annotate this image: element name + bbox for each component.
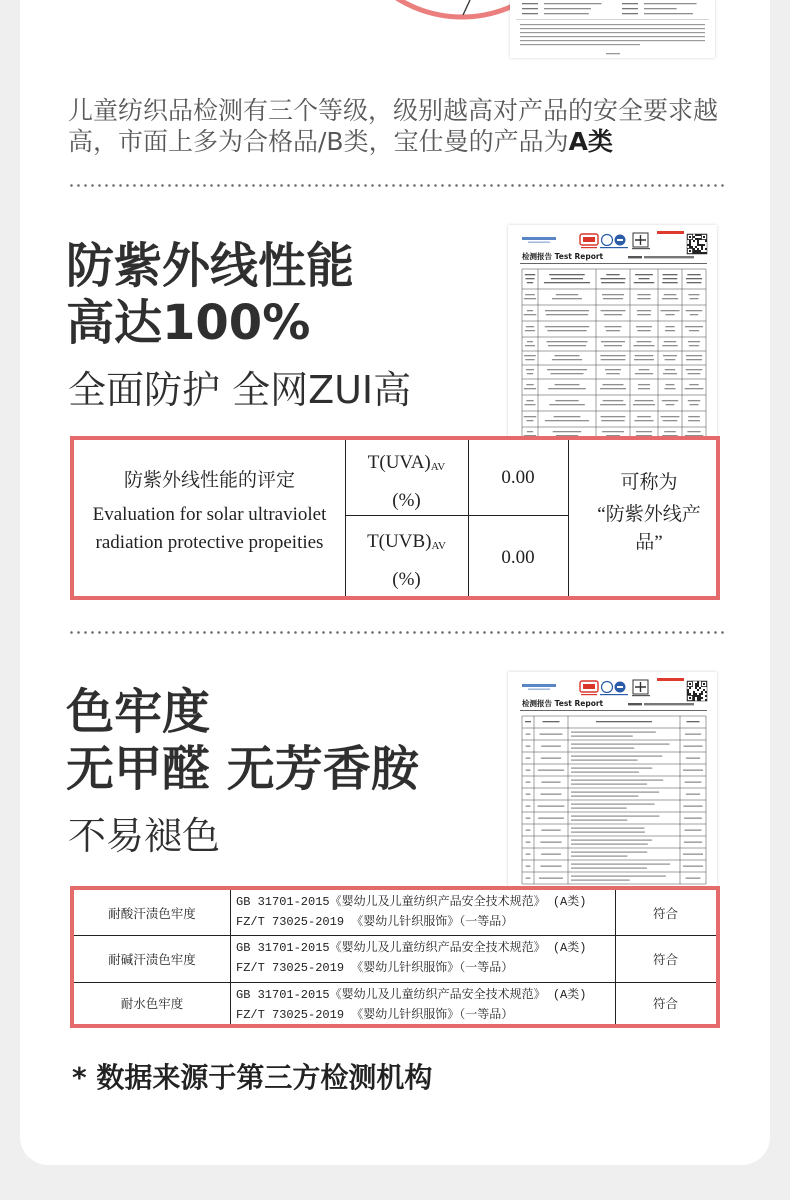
table-divider xyxy=(615,890,616,1024)
table-row-result xyxy=(615,935,716,982)
table-divider xyxy=(468,440,469,596)
uva-param-label: T(UVA) xyxy=(367,452,431,473)
cma-logo xyxy=(580,234,598,248)
table-divider xyxy=(345,440,346,596)
color-fastness-table xyxy=(70,886,720,1028)
fastness-result: 符合 xyxy=(652,906,678,921)
table-row-standard xyxy=(230,935,615,982)
evaluation-item-en-line-1: Evaluation for solar ultraviolet xyxy=(92,504,327,525)
dotted-divider xyxy=(68,184,728,187)
intro-line-1: 儿童纺织品检测有三个等级，级别越高对产品的安全要求越 xyxy=(68,96,719,125)
uva-unit: (%) xyxy=(392,490,421,511)
uva-param-subscript: AV xyxy=(430,461,446,473)
standard-line-2: FZ/T 73025-2019 《婴幼儿针织服饰》（一等品） xyxy=(236,1008,514,1022)
uva-value: 0.00 xyxy=(501,466,535,488)
qr-code xyxy=(687,234,707,254)
table-divider xyxy=(74,982,716,983)
uva-param xyxy=(345,446,468,484)
conclusion-cell xyxy=(568,440,716,596)
fastness-item: 耐酸汗渍色牢度 xyxy=(108,906,196,921)
lab-brand-logo xyxy=(522,684,556,690)
intro-grade-emphasis: A类 xyxy=(568,127,613,156)
intro-line-2-text: 高，市面上多为合格品/B类，宝仕曼的产品为 xyxy=(68,127,569,156)
report-fragment-lines xyxy=(516,3,709,54)
conclusion-line-3: 品” xyxy=(635,532,663,553)
test-report-fragment-image xyxy=(510,0,715,58)
fastness-section-subtitle: 不易褪色 xyxy=(68,814,221,858)
table-divider xyxy=(230,890,231,1024)
evaluation-item-cn: 防紫外线性能的评定 xyxy=(123,470,295,491)
uv-test-report-image xyxy=(508,225,717,445)
evaluation-item-en xyxy=(74,501,345,557)
uv-title-line-1: 防紫外线性能 xyxy=(66,238,355,294)
table-row-item xyxy=(74,890,230,935)
fastness-item: 耐水色牢度 xyxy=(120,997,184,1011)
report-fragment-drawing xyxy=(510,0,715,58)
data-source-footnote: * 数据来源于第三方检测机构 xyxy=(72,1061,433,1094)
table-divider xyxy=(568,440,569,596)
uvb-param xyxy=(345,525,468,563)
report-table xyxy=(522,716,706,884)
evaluation-item-cell xyxy=(74,440,345,596)
uvb-param-label: T(UVB) xyxy=(367,531,432,552)
table-divider xyxy=(74,935,716,936)
uv-title-line-2: 高达100% xyxy=(66,295,311,351)
table-row-standard xyxy=(230,890,615,935)
grade-intro-text xyxy=(68,95,718,157)
cnas-logo xyxy=(600,682,628,696)
cma-logo xyxy=(580,681,598,695)
table-row-result xyxy=(615,890,716,935)
fastness-result: 符合 xyxy=(652,952,678,967)
uvb-param-cell xyxy=(345,515,468,596)
conclusion-line-2: “防紫外线产 xyxy=(597,504,701,525)
uva-param-cell xyxy=(345,440,468,515)
fastness-item: 耐碱汗渍色牢度 xyxy=(108,952,196,967)
report-table xyxy=(522,269,706,445)
standard-line-2: FZ/T 73025-2019 《婴幼儿针织服饰》（一等品） xyxy=(236,961,514,975)
intro-line-2 xyxy=(68,126,718,157)
table-row-item xyxy=(74,935,230,982)
fastness-title-line-2: 无甲醛 无芳香胺 xyxy=(66,741,419,797)
dotted-divider xyxy=(68,631,728,634)
uvb-value: 0.00 xyxy=(501,546,535,568)
evaluation-item-en-line-2: radiation protective propeities xyxy=(95,532,324,553)
ilac-logo xyxy=(632,680,650,696)
conclusion-line-1: 可称为 xyxy=(620,472,678,493)
uv-section-subtitle: 全面防护 全网ZUI高 xyxy=(68,368,412,412)
uv-section-title xyxy=(66,238,354,352)
lab-brand-logo xyxy=(522,237,556,243)
table-row-result xyxy=(615,982,716,1024)
standard-line-1: GB 31701-2015《婴幼儿及儿童纺织产品安全技术规范》 (A类) xyxy=(236,895,587,909)
ilac-logo xyxy=(632,233,650,249)
table-row-standard xyxy=(230,982,615,1024)
fastness-test-report-image xyxy=(508,672,717,892)
fastness-section-title xyxy=(66,684,419,798)
uvb-value-cell xyxy=(468,515,568,596)
uv-evaluation-table xyxy=(70,436,720,600)
uvb-param-subscript: AV xyxy=(431,540,446,552)
uv-report-title: 检测报告 Test Report xyxy=(522,252,604,261)
cnas-logo xyxy=(600,235,628,249)
table-row-item xyxy=(74,982,230,1024)
uva-value-cell xyxy=(468,440,568,515)
fastness-title-line-1: 色牢度 xyxy=(66,684,211,740)
fastness-report-title: 检测报告 Test Report xyxy=(522,699,604,708)
table-divider xyxy=(345,515,568,516)
standard-line-1: GB 31701-2015《婴幼儿及儿童纺织产品安全技术规范》 (A类) xyxy=(236,941,587,955)
standard-line-1: GB 31701-2015《婴幼儿及儿童纺织产品安全技术规范》 (A类) xyxy=(236,988,587,1002)
standard-line-2: FZ/T 73025-2019 《婴幼儿针织服饰》（一等品） xyxy=(236,915,514,929)
qr-code xyxy=(687,681,707,701)
fastness-result: 符合 xyxy=(652,997,678,1011)
uvb-unit: (%) xyxy=(392,569,421,590)
